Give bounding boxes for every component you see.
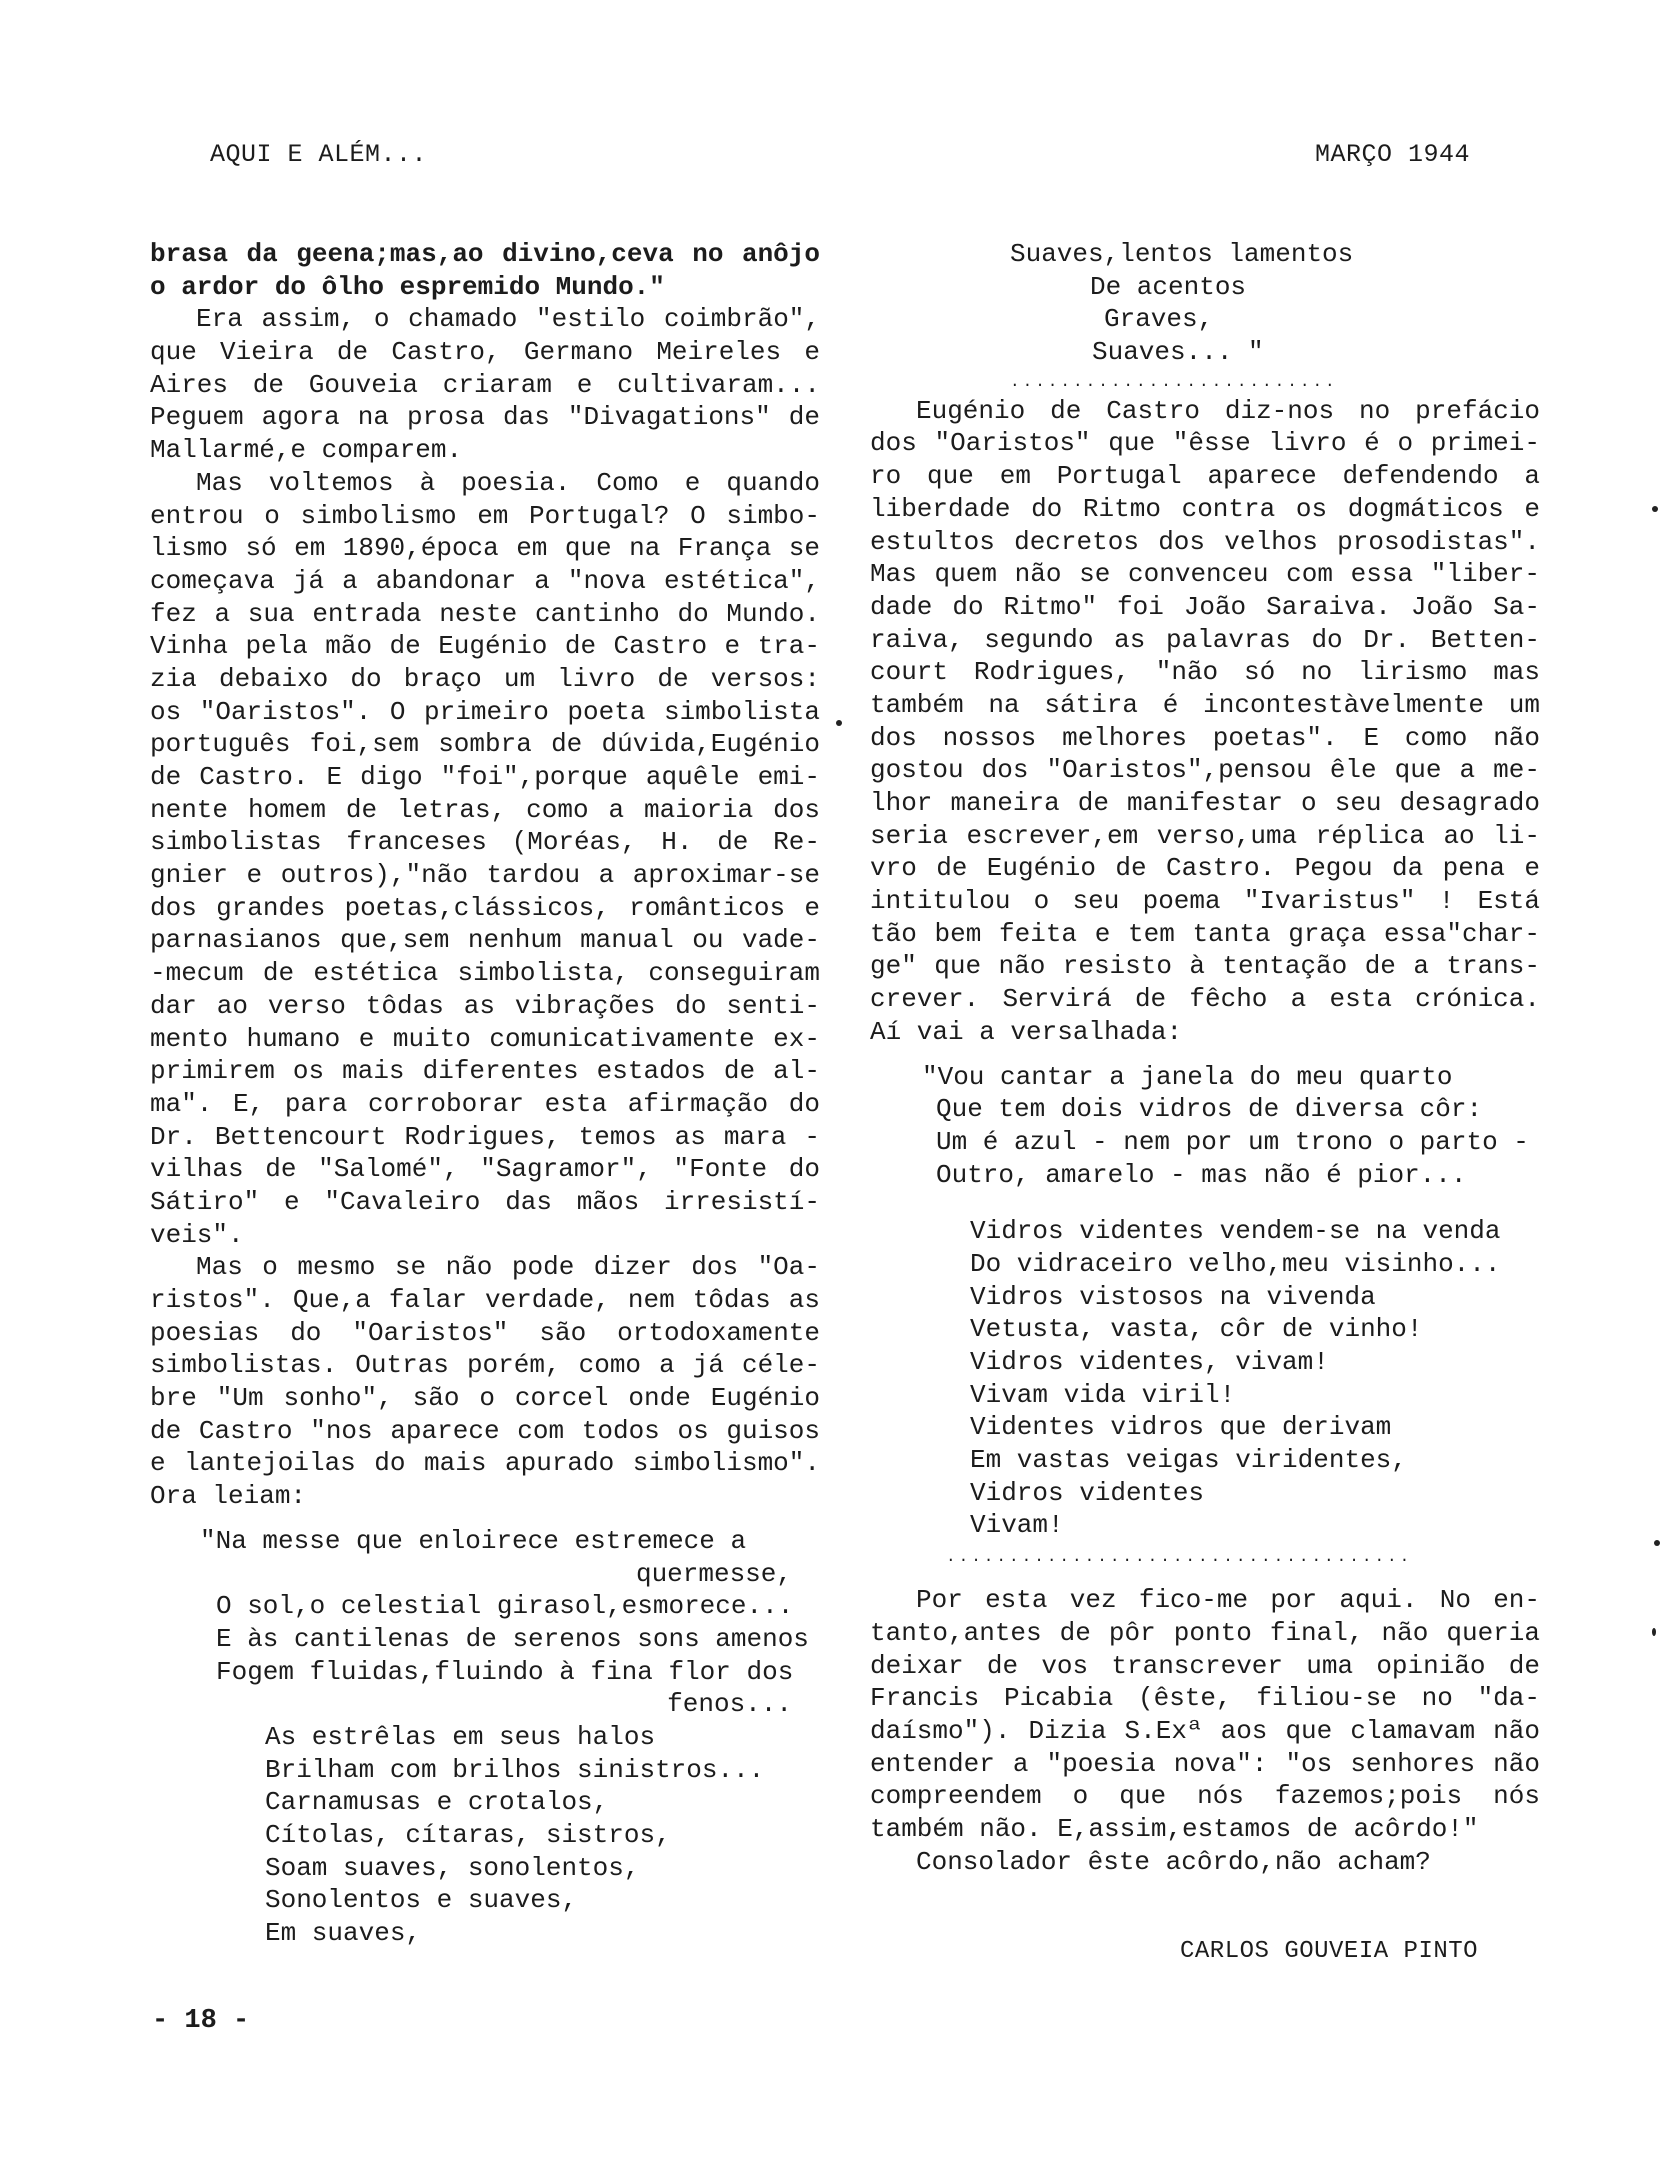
page-number: - 18 - bbox=[152, 2006, 250, 2036]
poem-line: "Na messe que enloirece estremece a bbox=[200, 1525, 747, 1556]
text-line: Eugénio de Castro diz-nos no prefácio bbox=[916, 395, 1540, 426]
text-line: vilhas de "Salomé", "Sagramor", "Fonte do bbox=[150, 1154, 820, 1185]
text-line: também não. E,assim,estamos de acôrdo!" bbox=[870, 1813, 1479, 1844]
text-line: Aí vai a versalhada: bbox=[870, 1016, 1183, 1047]
poem-ivaristus bbox=[870, 1061, 1540, 1543]
poem-line: Suaves,lentos lamentos bbox=[1010, 239, 1354, 269]
text-line: liberdade do Ritmo contra os dogmáticos e bbox=[870, 493, 1540, 524]
text-line: Sátiro" e "Cavaleiro das mãos irresistí- bbox=[150, 1186, 820, 1217]
text-line: Mallarmé,e comparem. bbox=[150, 435, 463, 466]
text-line: mento humano e muito comunicativamente ex- bbox=[150, 1023, 820, 1054]
poem-line: Carnamusas e crotalos, bbox=[265, 1787, 609, 1818]
poem-line: Cítolas, cítaras, sistros, bbox=[265, 1820, 671, 1850]
poem-line: "Vou cantar a janela do meu quarto bbox=[922, 1061, 1453, 1092]
text-line: primirem os mais diferentes estados de al- bbox=[150, 1056, 820, 1087]
page-header-right: MARÇO 1944 bbox=[1314, 140, 1470, 169]
poem-line: E às cantilenas de serenos sons amenos bbox=[216, 1623, 809, 1654]
text-line: poesias do "Oaristos" são ortodoxamente bbox=[150, 1317, 820, 1348]
poem-line: Vidros videntes vendem-se na venda bbox=[970, 1216, 1501, 1247]
text-line: Aires de Gouveia criaram e cultivaram... bbox=[150, 369, 820, 400]
text-line: fez a sua entrada neste cantinho do Mundo. bbox=[150, 598, 820, 629]
poem-line: Vidros videntes, vivam! bbox=[970, 1347, 1329, 1377]
text-line: Mas o mesmo se não pode dizer dos "Oa- bbox=[196, 1252, 820, 1283]
text-line: zia debaixo do braço um livro de versos: bbox=[150, 663, 820, 694]
left-column bbox=[150, 238, 820, 1950]
text-line: simbolistas franceses (Moréas, H. de Re- bbox=[150, 827, 820, 858]
text-line: daísmo"). Dizia S.Exª aos que clamavam não bbox=[870, 1715, 1540, 1746]
scan-speck bbox=[1654, 1540, 1660, 1546]
poem-line: Brilham com brilhos sinistros... bbox=[265, 1754, 765, 1785]
text-line: Mas voltemos à poesia. Como e quando bbox=[196, 467, 820, 498]
text-line: nente homem de letras, como a maioria dos bbox=[150, 794, 820, 825]
text-line: Ora leiam: bbox=[150, 1481, 307, 1512]
text-line: Por esta vez fico-me por aqui. No en- bbox=[916, 1585, 1540, 1616]
text-line: -mecum de estética simbolista, conseguiram bbox=[150, 958, 820, 989]
text-line: crever. Servirá de fêcho a esta crónica. bbox=[870, 984, 1540, 1015]
poem-line: De acentos bbox=[1090, 271, 1247, 302]
poem-line: Soam suaves, sonolentos, bbox=[265, 1852, 640, 1883]
poem-line: Que tem dois vidros de diversa côr: bbox=[936, 1094, 1483, 1125]
poem-line: Vivam! bbox=[970, 1510, 1064, 1541]
poem-continuation bbox=[870, 238, 1540, 369]
poem-line: Em vastas veigas viridentes, bbox=[970, 1445, 1407, 1476]
text-line: tanto,antes de pôr ponto final, não queria bbox=[870, 1617, 1540, 1648]
poem-line: Graves, bbox=[1104, 304, 1214, 335]
text-line: veis". bbox=[150, 1219, 244, 1250]
text-line: seria escrever,em verso,uma réplica ao li- bbox=[870, 820, 1540, 851]
text-line: dos nossos melhores poetas". E como não bbox=[870, 722, 1540, 753]
poem-line: Sonolentos e suaves, bbox=[265, 1885, 578, 1916]
text-line: Francis Picabia (êste, filiou-se no "da- bbox=[870, 1683, 1540, 1714]
text-line: lhor maneira de manifestar o seu desagrado bbox=[870, 788, 1540, 818]
text-line: court Rodrigues, "não só no lirismo mas bbox=[870, 657, 1540, 688]
text-line: de Castro "nos aparece com todos os guisos bbox=[150, 1415, 820, 1446]
poem-line: quermesse, bbox=[635, 1558, 792, 1589]
text-line: parnasianos que,sem nenhum manual ou vade- bbox=[150, 925, 820, 956]
text-line: Vinha pela mão de Eugénio de Castro e tra- bbox=[150, 631, 820, 662]
poem-line: Vidros videntes bbox=[970, 1477, 1205, 1508]
text-line: deixar de vos transcrever uma opinião de bbox=[870, 1650, 1540, 1681]
text-line: Peguem agora na prosa das "Divagations" de bbox=[150, 402, 820, 433]
text-line: os "Oaristos". O primeiro poeta simbolista bbox=[150, 696, 820, 727]
author-signature: CARLOS GOUVEIA PINTO bbox=[1180, 1938, 1479, 1965]
text-line: gnier e outros),"não tardou a aproximar-se bbox=[150, 860, 820, 891]
poem-line: Fogem fluidas,fluindo à fina flor dos bbox=[216, 1656, 794, 1687]
text-line: também na sátira é incontestàvelmente um bbox=[870, 689, 1540, 720]
text-line: dar ao verso tôdas as vibrações do senti- bbox=[150, 990, 820, 1021]
text-line: compreendem o que nós fazemos;pois nós bbox=[870, 1781, 1540, 1812]
text-line: Era assim, o chamado "estilo coimbrão", bbox=[196, 304, 820, 335]
text-line: entrou o simbolismo em Portugal? O simbo- bbox=[150, 500, 820, 531]
text-line: ro que em Portugal aparece defendendo a bbox=[870, 461, 1540, 492]
poem-line: As estrêlas em seus halos bbox=[265, 1721, 656, 1752]
text-line: bre "Um sonho", são o corcel onde Eugénio bbox=[150, 1383, 820, 1414]
text-line: dade do Ritmo" foi João Saraiva. João Sa- bbox=[870, 591, 1540, 622]
text-line: vro de Eugénio de Castro. Pegou da pena e bbox=[870, 853, 1540, 884]
text-line: estultos decretos dos velhos prosodistas". bbox=[870, 526, 1540, 557]
text-line: dos "Oaristos" que "êsse livro é o primei- bbox=[870, 428, 1540, 459]
text-line: começava já a abandonar a "nova estética", bbox=[150, 565, 820, 596]
text-line: português foi,sem sombra de dúvida,Eugénio bbox=[150, 729, 820, 760]
text-line: Mas quem não se convenceu com essa "liber- bbox=[870, 559, 1540, 590]
poem-line: Do vidraceiro velho,meu visinho... bbox=[970, 1248, 1501, 1279]
poem-line: Outro, amarelo - mas não é pior... bbox=[936, 1159, 1467, 1190]
text-line: gostou dos "Oaristos",pensou êle que a me- bbox=[870, 755, 1540, 786]
text-line: e lantejoilas do mais apurado simbolismo". bbox=[150, 1448, 820, 1479]
text-line: simbolistas. Outras porém, como a já céle- bbox=[150, 1350, 820, 1381]
poem-line: Em suaves, bbox=[265, 1918, 422, 1949]
page-header-left: AQUI E ALÉM... bbox=[210, 140, 428, 169]
text-line: raiva, segundo as palavras do Dr. Betten- bbox=[870, 624, 1540, 655]
text-line: lismo só em 1890,época em que na França se bbox=[150, 533, 820, 564]
text-line: Dr. Bettencourt Rodrigues, temos as mara - bbox=[150, 1121, 820, 1152]
text-line: ma". E, para corroborar esta afirmação do bbox=[150, 1088, 820, 1119]
text-line: dos grandes poetas,clássicos, românticos e bbox=[150, 892, 820, 923]
poem-line: Videntes vidros que derivam bbox=[970, 1412, 1392, 1443]
text-line: intitulou o seu poema "Ivaristus" ! Está bbox=[870, 886, 1540, 917]
poem-line: fenos... bbox=[667, 1689, 792, 1720]
right-column bbox=[870, 238, 1540, 1878]
text-line: de Castro. E digo "foi",porque aquêle emi- bbox=[150, 762, 820, 792]
text-line: ge" que não resisto à tentação de a trans- bbox=[870, 951, 1540, 982]
text-line: Consolador êste acôrdo,não acham? bbox=[916, 1846, 1431, 1877]
dotted-separator: ..................................... bbox=[946, 1548, 1413, 1567]
dotted-separator: .......................... bbox=[1010, 372, 1338, 391]
text-line: o ardor do ôlho espremido Mundo." bbox=[150, 271, 665, 302]
text-line: tão bem feita e tem tanta graça essa"char- bbox=[870, 918, 1540, 949]
scan-speck bbox=[836, 720, 842, 726]
poem-line: O sol,o celestial girasol,esmorece... bbox=[216, 1591, 794, 1622]
text-line: brasa da geena;mas,ao divino,ceva no anôjo bbox=[150, 239, 820, 269]
scan-speck bbox=[1652, 1628, 1656, 1636]
text-line: que Vieira de Castro, Germano Meireles e bbox=[150, 337, 820, 368]
scan-speck bbox=[1652, 506, 1658, 512]
poem-line: Vivam vida viril! bbox=[970, 1379, 1236, 1410]
poem-line: Um é azul - nem por um trono o parto - bbox=[936, 1126, 1529, 1157]
text-line: entender a "poesia nova": "os senhores não bbox=[870, 1748, 1540, 1779]
poem-line: Vetusta, vasta, côr de vinho! bbox=[970, 1314, 1423, 1345]
text-line: ristos". Que,a falar verdade, nem tôdas as bbox=[150, 1285, 820, 1315]
poem-line: Vidros vistosos na vivenda bbox=[970, 1281, 1376, 1312]
poem-oaristos bbox=[150, 1525, 820, 1950]
poem-line: Suaves... " bbox=[1092, 337, 1264, 368]
